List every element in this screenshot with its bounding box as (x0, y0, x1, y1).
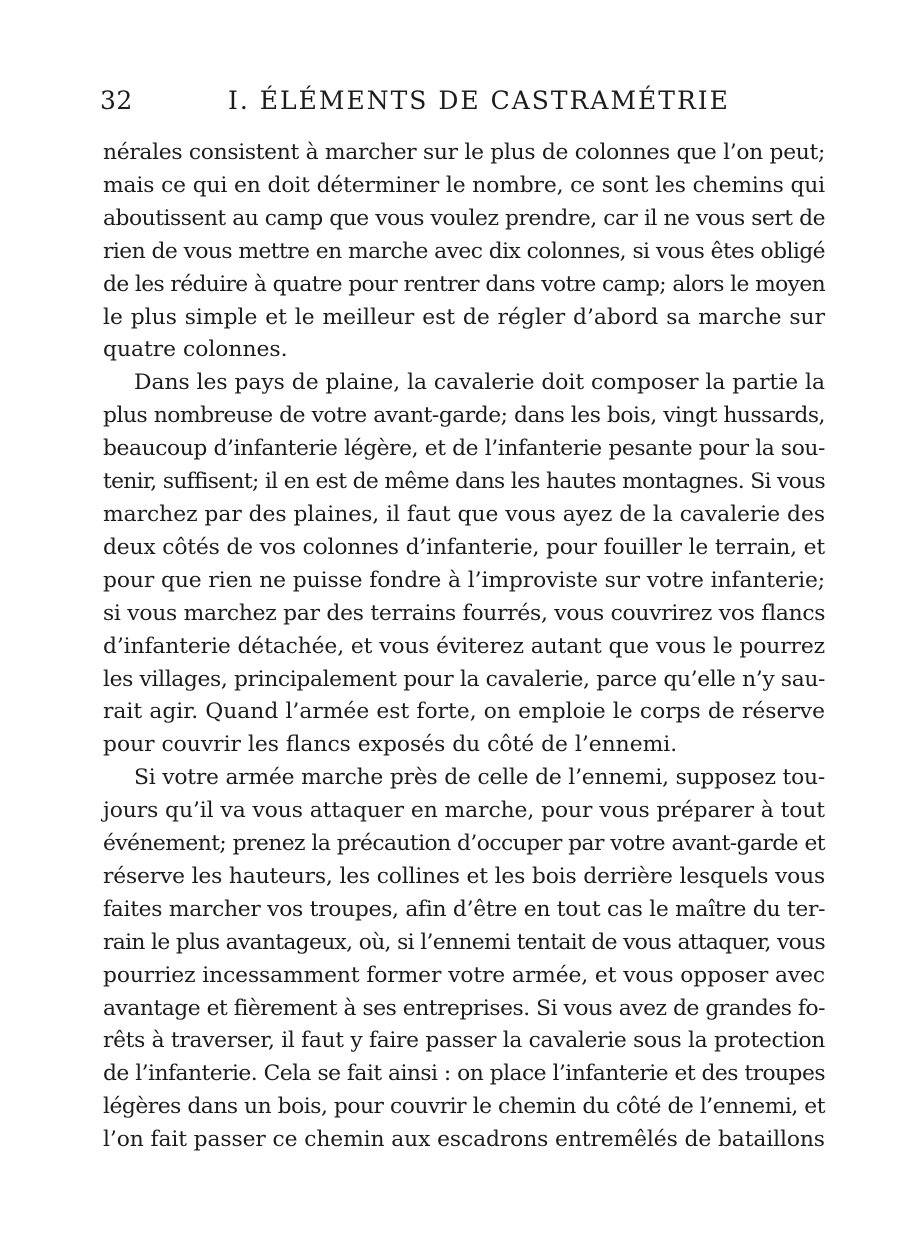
text-line: rait agir. Quand l’armée est forte, on emploie le corps de réserve (103, 699, 825, 725)
text-line: Si votre armée marche près de celle de l’ennemi, supposez tou- (134, 765, 825, 791)
text-line: de les réduire à quatre pour rentrer dans votre camp; alors le moyen (103, 271, 825, 297)
text-line: jours qu’il va vous attaquer en marche, pour vous préparer à tout (103, 798, 825, 824)
text-line: pour que rien ne puisse fondre à l’improviste sur votre infanterie; (103, 567, 825, 593)
text-line: faites marcher vos troupes, afin d’être en tout cas le maître du ter- (103, 896, 826, 922)
text-line: événement; prenez la précaution d’occuper par votre avant-garde et (103, 831, 825, 857)
text-line: le plus simple et le meilleur est de régler d’abord sa marche sur (103, 304, 825, 330)
text-line: beaucoup d’infanterie légère, et de l’infanterie pesante pour la sou- (103, 436, 825, 462)
text-line: rêts à traverser, il faut y faire passer la cavalerie sous la protection (103, 1028, 825, 1054)
text-line: pour couvrir les flancs exposés du côté de l’ennemi. (103, 732, 678, 758)
text-line: deux côtés de vos colonnes d’infanterie, pour fouiller le terrain, et (103, 534, 825, 560)
text-line: de l’infanterie. Cela se fait ainsi : on place l’infanterie et des troupes (103, 1061, 825, 1087)
page-header (100, 86, 825, 126)
paragraph (103, 762, 825, 1157)
paragraph (103, 367, 825, 762)
text-line: avantage et fièrement à ses entreprises. Si vous avez de grandes fo- (103, 995, 826, 1021)
text-line: l’on fait passer ce chemin aux escadrons entremêlés de bataillons (103, 1127, 825, 1153)
text-line: plus nombreuse de votre avant-garde; dans les bois, vingt hussards, (103, 403, 825, 429)
text-line: si vous marchez par des terrains fourrés, vous couvrirez vos flancs (103, 600, 826, 626)
text-line: tenir, suffisent; il en est de même dans les hautes montagnes. Si vous (103, 469, 825, 495)
paragraph (103, 137, 825, 367)
text-line: légères dans un bois, pour couvrir le chemin du côté de l’ennemi, et (103, 1094, 825, 1120)
text-line: aboutissent au camp que vous voulez prendre, car il ne vous sert de (103, 205, 825, 231)
text-line: pourriez incessamment former votre armée, et vous opposer avec (103, 962, 825, 988)
text-line: réserve les hauteurs, les collines et les bois derrière lesquels vous (103, 863, 825, 889)
text-line: les villages, principalement pour la cavalerie, parce qu’elle n’y sau- (103, 666, 825, 692)
running-head: I. ÉLÉMENTS DE CASTRAMÉTRIE (228, 86, 730, 115)
text-line: marchez par des plaines, il faut que vous ayez de la cavalerie des (103, 501, 825, 527)
text-line: Dans les pays de plaine, la cavalerie doit composer la partie la (134, 370, 825, 396)
text-line: d’infanterie détachée, et vous éviterez autant que vous le pourrez (103, 633, 825, 659)
text-line: rain le plus avantageux, où, si l’ennemi tentait de vous attaquer, vous (103, 929, 825, 955)
text-line: rien de vous mettre en marche avec dix colonnes, si vous êtes obligé (103, 238, 825, 264)
page-number: 32 (100, 86, 133, 115)
text-line: mais ce qui en doit déterminer le nombre, ce sont les chemins qui (103, 172, 825, 198)
text-line: quatre colonnes. (103, 337, 288, 363)
text-line: nérales consistent à marcher sur le plus de colonnes que l’on peut; (103, 140, 825, 165)
body-text (103, 137, 825, 1157)
